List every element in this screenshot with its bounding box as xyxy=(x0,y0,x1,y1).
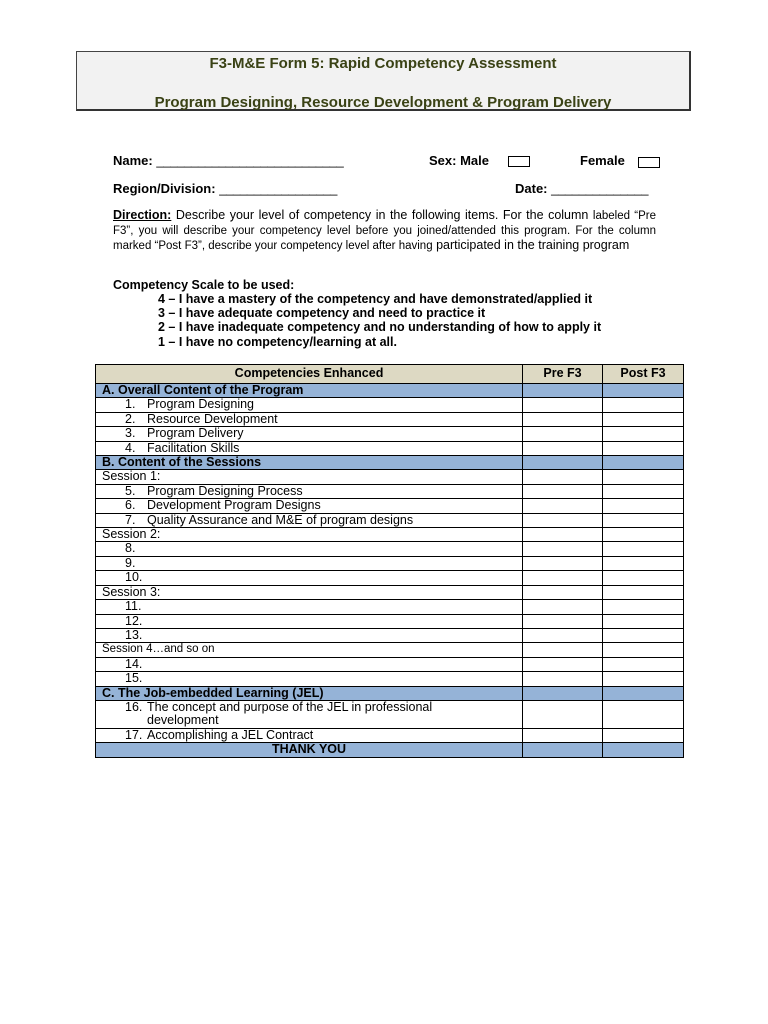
section-cell xyxy=(523,384,603,398)
table-row xyxy=(96,571,684,585)
table-row xyxy=(96,672,684,686)
table-row xyxy=(96,700,684,728)
pre-f3-cell[interactable] xyxy=(523,628,603,642)
direction-paragraph xyxy=(113,208,656,254)
table-row xyxy=(96,614,684,628)
post-f3-cell[interactable] xyxy=(603,556,684,570)
table-row xyxy=(96,657,684,671)
table-row xyxy=(96,513,684,527)
table-row xyxy=(96,542,684,556)
item-number: 16. xyxy=(125,700,143,714)
post-f3-cell[interactable] xyxy=(603,657,684,671)
name-field[interactable] xyxy=(113,153,344,168)
post-f3-cell[interactable] xyxy=(603,600,684,614)
form-title: F3-M&E Form 5: Rapid Competency Assessment xyxy=(209,55,557,72)
sex-male-label: Sex: Male xyxy=(429,153,489,168)
session-4-label: Session 4…and so on xyxy=(96,643,523,657)
competency-item xyxy=(96,556,523,570)
session-1-label: Session 1: xyxy=(96,470,523,484)
thanks-cell xyxy=(523,743,603,757)
table-row xyxy=(96,728,684,742)
session-row xyxy=(96,528,684,542)
post-f3-cell[interactable] xyxy=(603,728,684,742)
table-row xyxy=(96,499,684,513)
post-f3-cell[interactable] xyxy=(603,398,684,412)
post-f3-cell[interactable] xyxy=(603,628,684,642)
sex-female-label: Female xyxy=(580,153,625,168)
header-post-f3: Post F3 xyxy=(603,365,684,384)
post-f3-cell[interactable] xyxy=(603,528,684,542)
scale-list xyxy=(158,292,601,349)
competency-item xyxy=(96,513,523,527)
section-cell xyxy=(603,456,684,470)
item-number: 3. xyxy=(125,426,136,441)
session-row xyxy=(96,585,684,599)
region-label: Region/Division: xyxy=(113,181,216,196)
table-row xyxy=(96,628,684,642)
header-competencies: Competencies Enhanced xyxy=(96,365,523,384)
pre-f3-cell[interactable] xyxy=(523,672,603,686)
date-field[interactable] xyxy=(515,181,648,196)
competency-item xyxy=(96,484,523,498)
pre-f3-cell[interactable] xyxy=(523,398,603,412)
session-2-label: Session 2: xyxy=(96,528,523,542)
competency-item xyxy=(96,398,523,412)
post-f3-cell[interactable] xyxy=(603,484,684,498)
name-blank[interactable]: ___________________________ xyxy=(156,153,344,168)
competency-item xyxy=(96,571,523,585)
thank-you-label: THANK YOU xyxy=(96,743,523,757)
item-number: 5. xyxy=(125,484,136,498)
item-text: Program Designing xyxy=(147,397,254,412)
section-cell xyxy=(523,456,603,470)
pre-f3-cell[interactable] xyxy=(523,728,603,742)
session-row xyxy=(96,470,684,484)
table-row xyxy=(96,398,684,412)
competency-item xyxy=(96,499,523,513)
post-f3-cell[interactable] xyxy=(603,470,684,484)
scale-heading: Competency Scale to be used: xyxy=(113,278,295,292)
post-f3-cell[interactable] xyxy=(603,542,684,556)
direction-text-3: participated in the training program xyxy=(436,238,630,253)
direction-text-1: Describe your level of competency in the following items. For the column xyxy=(171,208,589,222)
post-f3-cell[interactable] xyxy=(603,427,684,441)
thank-you-row xyxy=(96,743,684,757)
pre-f3-cell[interactable] xyxy=(523,513,603,527)
table-row xyxy=(96,441,684,455)
table-row xyxy=(96,427,684,441)
table-row xyxy=(96,600,684,614)
date-label: Date: xyxy=(515,181,548,196)
pre-f3-cell[interactable] xyxy=(523,614,603,628)
table-header-row xyxy=(96,365,684,384)
competency-item xyxy=(96,600,523,614)
competency-table xyxy=(95,364,684,758)
scale-item-1: 1 – I have no competency/learning at all. xyxy=(158,334,397,349)
item-number: 15. xyxy=(125,671,143,686)
thanks-cell xyxy=(603,743,684,757)
section-a-row xyxy=(96,384,684,398)
item-number: 9. xyxy=(125,556,136,570)
direction-text-2: labeled “Pre F3”, you will describe your competency level before you joined/attended this program. For the column marked “Post F3”, describe your competency level after having xyxy=(113,210,656,253)
post-f3-cell[interactable] xyxy=(603,614,684,628)
item-text: The concept and purpose of the JEL in professional development xyxy=(147,700,433,728)
region-field[interactable] xyxy=(113,181,337,196)
post-f3-cell[interactable] xyxy=(603,412,684,426)
competency-item xyxy=(96,542,523,556)
table-row xyxy=(96,412,684,426)
post-f3-cell[interactable] xyxy=(603,441,684,455)
date-blank[interactable]: ______________ xyxy=(551,181,649,196)
region-blank[interactable]: _________________ xyxy=(219,181,337,196)
section-b-label: B. Content of the Sessions xyxy=(96,456,523,470)
item-number: 17. xyxy=(125,728,143,742)
item-number: 1. xyxy=(125,397,136,412)
table-row xyxy=(96,556,684,570)
pre-f3-cell[interactable] xyxy=(523,427,603,441)
pre-f3-cell[interactable] xyxy=(523,585,603,599)
item-text: Program Delivery xyxy=(147,426,244,441)
pre-f3-cell[interactable] xyxy=(523,542,603,556)
pre-f3-cell[interactable] xyxy=(523,571,603,585)
item-text: Development Program Designs xyxy=(147,498,321,513)
item-number: 12. xyxy=(125,614,143,628)
pre-f3-cell[interactable] xyxy=(523,528,603,542)
pre-f3-cell[interactable] xyxy=(523,700,603,728)
item-number: 4. xyxy=(125,441,136,455)
post-f3-cell[interactable] xyxy=(603,571,684,585)
section-a-label: A. Overall Content of the Program xyxy=(96,384,523,398)
session-3-label: Session 3: xyxy=(96,585,523,599)
pre-f3-cell[interactable] xyxy=(523,441,603,455)
session-row xyxy=(96,643,684,657)
scale-item-3: 3 – I have adequate competency and need to practice it xyxy=(158,306,486,321)
pre-f3-cell[interactable] xyxy=(523,643,603,657)
item-text: Facilitation Skills xyxy=(147,441,240,455)
item-text: Quality Assurance and M&E of program designs xyxy=(147,513,414,527)
competency-item xyxy=(96,628,523,642)
form-subtitle: Program Designing, Resource Development & Program Delivery xyxy=(154,94,612,111)
competency-item xyxy=(96,672,523,686)
item-text: Resource Development xyxy=(147,412,278,426)
competency-item xyxy=(96,728,523,742)
section-b-row xyxy=(96,456,684,470)
name-label: Name: xyxy=(113,153,153,168)
item-number: 8. xyxy=(125,541,136,556)
header-pre-f3: Pre F3 xyxy=(523,365,603,384)
female-checkbox[interactable] xyxy=(638,157,660,168)
pre-f3-cell[interactable] xyxy=(523,499,603,513)
item-number: 7. xyxy=(125,513,136,527)
competency-item xyxy=(96,427,523,441)
post-f3-cell[interactable] xyxy=(603,499,684,513)
item-text: Accomplishing a JEL Contract xyxy=(147,728,314,742)
scale-item-2: 2 – I have inadequate competency and no understanding of how to apply it xyxy=(158,320,602,335)
pre-f3-cell[interactable] xyxy=(523,412,603,426)
section-cell xyxy=(603,686,684,700)
item-number: 10. xyxy=(125,570,143,585)
post-f3-cell[interactable] xyxy=(603,585,684,599)
pre-f3-cell[interactable] xyxy=(523,484,603,498)
item-text: Program Designing Process xyxy=(147,484,303,498)
competency-item xyxy=(96,441,523,455)
scale-item-4: 4 – I have a mastery of the competency and have demonstrated/applied it xyxy=(158,292,593,306)
section-c-row xyxy=(96,686,684,700)
item-number: 11. xyxy=(125,599,142,614)
item-number: 14. xyxy=(125,657,143,671)
table-row xyxy=(96,484,684,498)
male-checkbox[interactable] xyxy=(508,156,530,167)
competency-item xyxy=(96,700,523,728)
post-f3-cell[interactable] xyxy=(603,672,684,686)
form-title-box xyxy=(76,51,691,111)
pre-f3-cell[interactable] xyxy=(523,600,603,614)
direction-label: Direction: xyxy=(113,208,172,222)
pre-f3-cell[interactable] xyxy=(523,556,603,570)
competency-item xyxy=(96,614,523,628)
item-number: 6. xyxy=(125,498,136,513)
competency-item xyxy=(96,412,523,426)
post-f3-cell[interactable] xyxy=(603,700,684,728)
section-cell xyxy=(603,384,684,398)
pre-f3-cell[interactable] xyxy=(523,657,603,671)
pre-f3-cell[interactable] xyxy=(523,470,603,484)
post-f3-cell[interactable] xyxy=(603,643,684,657)
post-f3-cell[interactable] xyxy=(603,513,684,527)
section-c-label: C. The Job-embedded Learning (JEL) xyxy=(96,686,523,700)
item-number: 13. xyxy=(125,628,143,642)
item-number: 2. xyxy=(125,412,136,426)
section-cell xyxy=(523,686,603,700)
competency-item xyxy=(96,657,523,671)
